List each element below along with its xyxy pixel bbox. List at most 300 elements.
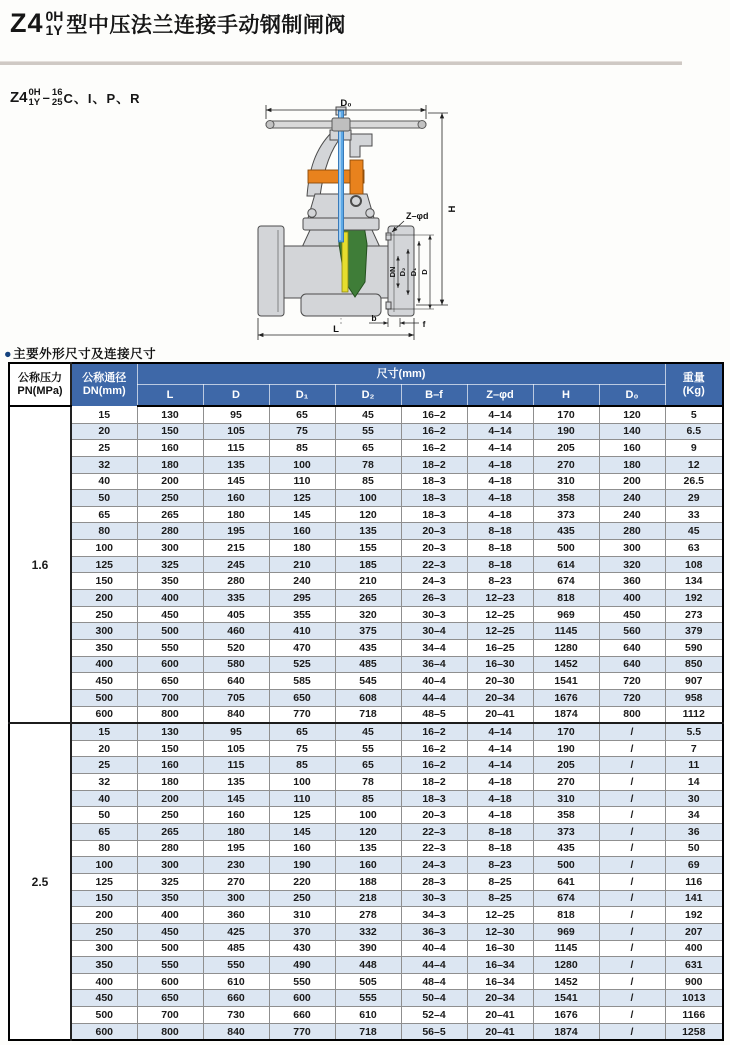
table-cell: 500	[137, 940, 203, 957]
table-cell: 34–3	[401, 907, 467, 924]
table-cell: 450	[137, 923, 203, 940]
table-cell: 300	[203, 890, 269, 907]
table-cell: 18–2	[401, 774, 467, 791]
table-cell: 373	[533, 506, 599, 523]
table-cell: 350	[71, 639, 137, 656]
col-header-size-group: 尺寸(mm)	[137, 363, 665, 385]
table-cell: 200	[137, 790, 203, 807]
table-cell: 20–41	[467, 1007, 533, 1024]
table-cell: 12–25	[467, 606, 533, 623]
table-row	[9, 890, 723, 907]
table-cell: 4–18	[467, 456, 533, 473]
table-row	[9, 957, 723, 974]
table-cell: 425	[203, 923, 269, 940]
table-cell: /	[599, 857, 665, 874]
table-cell: 125	[269, 807, 335, 824]
table-row	[9, 1007, 723, 1024]
table-cell: /	[599, 774, 665, 791]
table-cell: /	[599, 740, 665, 757]
table-cell: 100	[71, 540, 137, 557]
table-cell: 280	[203, 573, 269, 590]
table-cell: 16–2	[401, 740, 467, 757]
table-row	[9, 639, 723, 656]
table-cell: 160	[137, 757, 203, 774]
table-cell: 130	[137, 723, 203, 740]
table-cell: 78	[335, 456, 401, 473]
table-cell: 600	[71, 706, 137, 723]
table-cell: 210	[335, 573, 401, 590]
table-cell: 430	[269, 940, 335, 957]
model-dash: –	[42, 90, 50, 105]
table-cell: 44–4	[401, 689, 467, 706]
table-cell: 32	[71, 456, 137, 473]
table-cell: 18–3	[401, 790, 467, 807]
table-row	[9, 790, 723, 807]
table-cell: 135	[203, 456, 269, 473]
valve-diagram	[246, 94, 484, 348]
table-cell: 280	[599, 523, 665, 540]
table-cell: 30–3	[401, 606, 467, 623]
table-cell: 270	[203, 873, 269, 890]
table-cell: 180	[599, 456, 665, 473]
table-cell: 22–3	[401, 840, 467, 857]
table-cell: 505	[335, 973, 401, 990]
table-cell: 270	[533, 456, 599, 473]
table-cell: 8–18	[467, 840, 533, 857]
table-cell: /	[599, 757, 665, 774]
table-cell: 800	[137, 1023, 203, 1040]
table-cell: 250	[71, 606, 137, 623]
table-cell: 180	[203, 506, 269, 523]
table-cell: 16–2	[401, 406, 467, 423]
table-cell: 75	[269, 740, 335, 757]
table-cell: 320	[335, 606, 401, 623]
table-cell: /	[599, 990, 665, 1007]
table-cell: 145	[203, 473, 269, 490]
table-cell: 190	[533, 740, 599, 757]
table-cell: 100	[335, 490, 401, 507]
table-cell: 120	[599, 406, 665, 423]
table-cell: 36	[665, 824, 723, 841]
table-cell: 350	[71, 957, 137, 974]
table-cell: 1676	[533, 689, 599, 706]
table-cell: 16–2	[401, 723, 467, 740]
table-cell: 4–18	[467, 506, 533, 523]
table-cell: 850	[665, 656, 723, 673]
table-cell: 8–18	[467, 523, 533, 540]
table-cell: 310	[269, 907, 335, 924]
table-cell: 555	[335, 990, 401, 1007]
table-cell: 4–14	[467, 757, 533, 774]
table-cell: 135	[335, 523, 401, 540]
col-header-dn	[71, 363, 137, 406]
table-cell: 5.5	[665, 723, 723, 740]
table-cell: 280	[137, 840, 203, 857]
table-cell: 360	[599, 573, 665, 590]
table-cell: 310	[533, 790, 599, 807]
table-cell: 80	[71, 523, 137, 540]
table-row	[9, 506, 723, 523]
table-cell: 180	[137, 774, 203, 791]
table-cell: 110	[269, 790, 335, 807]
table-cell: 375	[335, 623, 401, 640]
table-row	[9, 440, 723, 457]
table-cell: 28–3	[401, 873, 467, 890]
table-cell: 490	[269, 957, 335, 974]
table-cell: 120	[335, 824, 401, 841]
table-cell: 12–25	[467, 907, 533, 924]
dim-label-d1: D₁	[409, 267, 418, 277]
table-row	[9, 857, 723, 874]
table-cell: 65	[335, 440, 401, 457]
table-row	[9, 740, 723, 757]
table-cell: 718	[335, 706, 401, 723]
table-cell: 660	[269, 1007, 335, 1024]
table-cell: 120	[335, 506, 401, 523]
table-cell: 641	[533, 873, 599, 890]
model-materials: C、I、P、R	[63, 91, 141, 106]
table-cell: 8–23	[467, 573, 533, 590]
table-cell: 145	[269, 824, 335, 841]
table-cell: 545	[335, 673, 401, 690]
table-cell: 448	[335, 957, 401, 974]
table-cell: 818	[533, 590, 599, 607]
table-cell: 300	[71, 940, 137, 957]
table-cell: 1145	[533, 623, 599, 640]
model-stack-1	[29, 88, 41, 106]
table-cell: 195	[203, 840, 269, 857]
model-prefix: Z4	[10, 89, 28, 106]
table-cell: 550	[203, 957, 269, 974]
table-cell: 170	[533, 723, 599, 740]
table-cell: 450	[599, 606, 665, 623]
table-cell: 180	[137, 456, 203, 473]
table-cell: 585	[269, 673, 335, 690]
table-cell: 300	[137, 540, 203, 557]
weight-header-line1: 重量	[682, 371, 705, 384]
table-row	[9, 940, 723, 957]
dim-label-h: H	[447, 205, 458, 213]
table-cell: 8–25	[467, 873, 533, 890]
table-cell: /	[599, 790, 665, 807]
table-cell: 900	[665, 973, 723, 990]
col-header-dim: B–f	[401, 385, 467, 407]
table-row	[9, 873, 723, 890]
col-header-dim: D	[203, 385, 269, 407]
table-cell: 1874	[533, 706, 599, 723]
model-stack1-top: 0H	[28, 87, 41, 99]
table-cell: 34–4	[401, 639, 467, 656]
dim-label-dn: DN	[388, 266, 397, 278]
table-cell: 650	[137, 990, 203, 1007]
table-row	[9, 590, 723, 607]
table-cell: 379	[665, 623, 723, 640]
table-cell: 155	[335, 540, 401, 557]
table-cell: 400	[71, 656, 137, 673]
table-cell: 8–18	[467, 540, 533, 557]
table-cell: 150	[137, 423, 203, 440]
table-cell: 265	[137, 506, 203, 523]
table-cell: 150	[71, 890, 137, 907]
table-cell: 16–2	[401, 440, 467, 457]
dim-h	[416, 113, 448, 305]
dim-label-zphid: Z–φd	[406, 211, 429, 221]
table-cell: /	[599, 1007, 665, 1024]
table-cell: 358	[533, 490, 599, 507]
table-row	[9, 807, 723, 824]
table-row	[9, 556, 723, 573]
table-cell: 1258	[665, 1023, 723, 1040]
table-cell: 1452	[533, 973, 599, 990]
table-cell: 525	[269, 656, 335, 673]
table-cell: 200	[599, 473, 665, 490]
table-cell: 56–5	[401, 1023, 467, 1040]
table-cell: 34	[665, 807, 723, 824]
table-cell: /	[599, 824, 665, 841]
table-cell: 1112	[665, 706, 723, 723]
table-cell: 4–18	[467, 807, 533, 824]
table-cell: 4–14	[467, 440, 533, 457]
model-stack2-top: 16	[51, 87, 63, 99]
table-cell: 20–3	[401, 807, 467, 824]
table-cell: 273	[665, 606, 723, 623]
table-cell: 400	[71, 973, 137, 990]
dn-header-line1: 公称通径	[82, 372, 127, 385]
table-cell: 160	[203, 490, 269, 507]
table-cell: /	[599, 973, 665, 990]
table-cell: 52–4	[401, 1007, 467, 1024]
table-cell: 800	[137, 706, 203, 723]
table-cell: 600	[269, 990, 335, 1007]
table-cell: 65	[335, 757, 401, 774]
table-cell: 4–14	[467, 406, 533, 423]
table-cell: 33	[665, 506, 723, 523]
table-row	[9, 723, 723, 740]
table-cell: 5	[665, 406, 723, 423]
table-cell: 29	[665, 490, 723, 507]
table-cell: 450	[71, 673, 137, 690]
table-cell: 80	[71, 840, 137, 857]
table-cell: 460	[203, 623, 269, 640]
table-cell: 188	[335, 873, 401, 890]
table-cell: 85	[269, 440, 335, 457]
table-cell: 108	[665, 556, 723, 573]
table-cell: 560	[599, 623, 665, 640]
table-cell: 20–41	[467, 1023, 533, 1040]
table-cell: 700	[137, 1007, 203, 1024]
table-cell: 25	[71, 757, 137, 774]
table-cell: 65	[269, 723, 335, 740]
table-cell: 240	[599, 490, 665, 507]
table-row	[9, 573, 723, 590]
table-cell: 969	[533, 606, 599, 623]
table-cell: 4–14	[467, 423, 533, 440]
table-cell: 1280	[533, 957, 599, 974]
table-cell: 500	[533, 857, 599, 874]
table-cell: 840	[203, 1023, 269, 1040]
table-cell: 958	[665, 689, 723, 706]
pn-section-label: 2.5	[9, 723, 71, 1040]
table-cell: 85	[335, 473, 401, 490]
table-cell: 160	[269, 840, 335, 857]
table-cell: 30–4	[401, 623, 467, 640]
title-text: 型中压法兰连接手动钢制闸阀	[66, 13, 346, 37]
table-cell: 614	[533, 556, 599, 573]
table-cell: 160	[335, 857, 401, 874]
table-cell: 135	[335, 840, 401, 857]
table-cell: 550	[269, 973, 335, 990]
dimension-table	[8, 362, 724, 1041]
table-cell: 195	[203, 523, 269, 540]
table-cell: 220	[269, 873, 335, 890]
model-stack1-bottom: 1Y	[28, 96, 41, 108]
table-cell: 192	[665, 907, 723, 924]
dim-label-d: D	[420, 269, 429, 275]
table-cell: 215	[203, 540, 269, 557]
table-cell: 26–3	[401, 590, 467, 607]
table-cell: 907	[665, 673, 723, 690]
table-cell: 470	[269, 639, 335, 656]
table-cell: /	[599, 957, 665, 974]
table-cell: 12–25	[467, 623, 533, 640]
table-cell: 95	[203, 723, 269, 740]
table-cell: 45	[665, 523, 723, 540]
table-cell: 30	[665, 790, 723, 807]
table-row	[9, 824, 723, 841]
table-cell: 20	[71, 740, 137, 757]
title-stack-bottom: 1Y	[45, 21, 63, 38]
pn-header-line2: PN(MPa)	[17, 384, 63, 397]
table-cell: 230	[203, 857, 269, 874]
table-cell: 100	[71, 857, 137, 874]
table-cell: 32	[71, 774, 137, 791]
table-cell: 300	[599, 540, 665, 557]
table-cell: /	[599, 840, 665, 857]
table-cell: 435	[533, 523, 599, 540]
table-cell: 1541	[533, 990, 599, 1007]
table-cell: 6.5	[665, 423, 723, 440]
table-cell: 300	[137, 857, 203, 874]
table-cell: 770	[269, 1023, 335, 1040]
table-cell: 240	[599, 506, 665, 523]
table-cell: 134	[665, 573, 723, 590]
table-cell: 400	[665, 940, 723, 957]
table-cell: 50–4	[401, 990, 467, 1007]
table-row	[9, 473, 723, 490]
table-cell: /	[599, 940, 665, 957]
table-cell: /	[599, 723, 665, 740]
table-row	[9, 840, 723, 857]
table-cell: 40–4	[401, 940, 467, 957]
table-cell: 115	[203, 440, 269, 457]
table-cell: 85	[269, 757, 335, 774]
dim-label-f: f	[422, 319, 426, 329]
table-cell: 160	[137, 440, 203, 457]
table-cell: 65	[269, 406, 335, 423]
table-cell: 335	[203, 590, 269, 607]
col-header-dim: D₀	[599, 385, 665, 407]
dn-header-line2: DN(mm)	[82, 384, 126, 397]
table-cell: 170	[533, 406, 599, 423]
table-cell: 520	[203, 639, 269, 656]
table-cell: 8–23	[467, 857, 533, 874]
table-cell: 720	[599, 689, 665, 706]
table-cell: 705	[203, 689, 269, 706]
table-cell: 590	[665, 639, 723, 656]
table-cell: 50	[665, 840, 723, 857]
table-cell: 125	[71, 556, 137, 573]
table-cell: 969	[533, 923, 599, 940]
table-row	[9, 973, 723, 990]
col-header-dim: D₁	[269, 385, 335, 407]
table-cell: 310	[533, 473, 599, 490]
table-cell: 350	[137, 890, 203, 907]
table-cell: 250	[269, 890, 335, 907]
table-cell: 1874	[533, 1023, 599, 1040]
table-cell: 48–4	[401, 973, 467, 990]
table-cell: 24–3	[401, 573, 467, 590]
dim-label-d2: D₂	[398, 267, 407, 277]
table-cell: 15	[71, 723, 137, 740]
table-cell: 20–41	[467, 706, 533, 723]
table-cell: 1145	[533, 940, 599, 957]
table-cell: 55	[335, 740, 401, 757]
table-cell: 115	[203, 757, 269, 774]
table-cell: 20–30	[467, 673, 533, 690]
table-cell: 718	[335, 1023, 401, 1040]
table-cell: 720	[599, 673, 665, 690]
col-header-dim: Z–φd	[467, 385, 533, 407]
table-row	[9, 1023, 723, 1040]
table-cell: 200	[71, 907, 137, 924]
dim-label-l: L	[333, 324, 339, 335]
table-cell: 600	[137, 973, 203, 990]
table-cell: 610	[203, 973, 269, 990]
table-cell: 278	[335, 907, 401, 924]
table-cell: 16–25	[467, 639, 533, 656]
table-cell: 1166	[665, 1007, 723, 1024]
table-cell: 65	[71, 824, 137, 841]
table-cell: 390	[335, 940, 401, 957]
table-cell: /	[599, 907, 665, 924]
table-cell: 180	[269, 540, 335, 557]
table-cell: 640	[599, 639, 665, 656]
table-cell: 800	[599, 706, 665, 723]
table-cell: 265	[335, 590, 401, 607]
table-cell: 4–18	[467, 473, 533, 490]
table-cell: 550	[137, 957, 203, 974]
table-cell: 400	[599, 590, 665, 607]
model-stack2-bottom: 25	[51, 96, 63, 108]
table-cell: 9	[665, 440, 723, 457]
table-cell: 373	[533, 824, 599, 841]
table-cell: 650	[137, 673, 203, 690]
table-cell: 7	[665, 740, 723, 757]
table-cell: 55	[335, 423, 401, 440]
table-cell: 210	[269, 556, 335, 573]
table-cell: 435	[335, 639, 401, 656]
table-cell: 18–3	[401, 473, 467, 490]
table-cell: /	[599, 1023, 665, 1040]
table-cell: 18–3	[401, 490, 467, 507]
table-cell: 12–30	[467, 923, 533, 940]
table-cell: 40–4	[401, 673, 467, 690]
table-cell: 190	[533, 423, 599, 440]
table-row	[9, 623, 723, 640]
table-cell: 95	[203, 406, 269, 423]
table-cell: 11	[665, 757, 723, 774]
bullet-icon: ●	[4, 347, 13, 361]
